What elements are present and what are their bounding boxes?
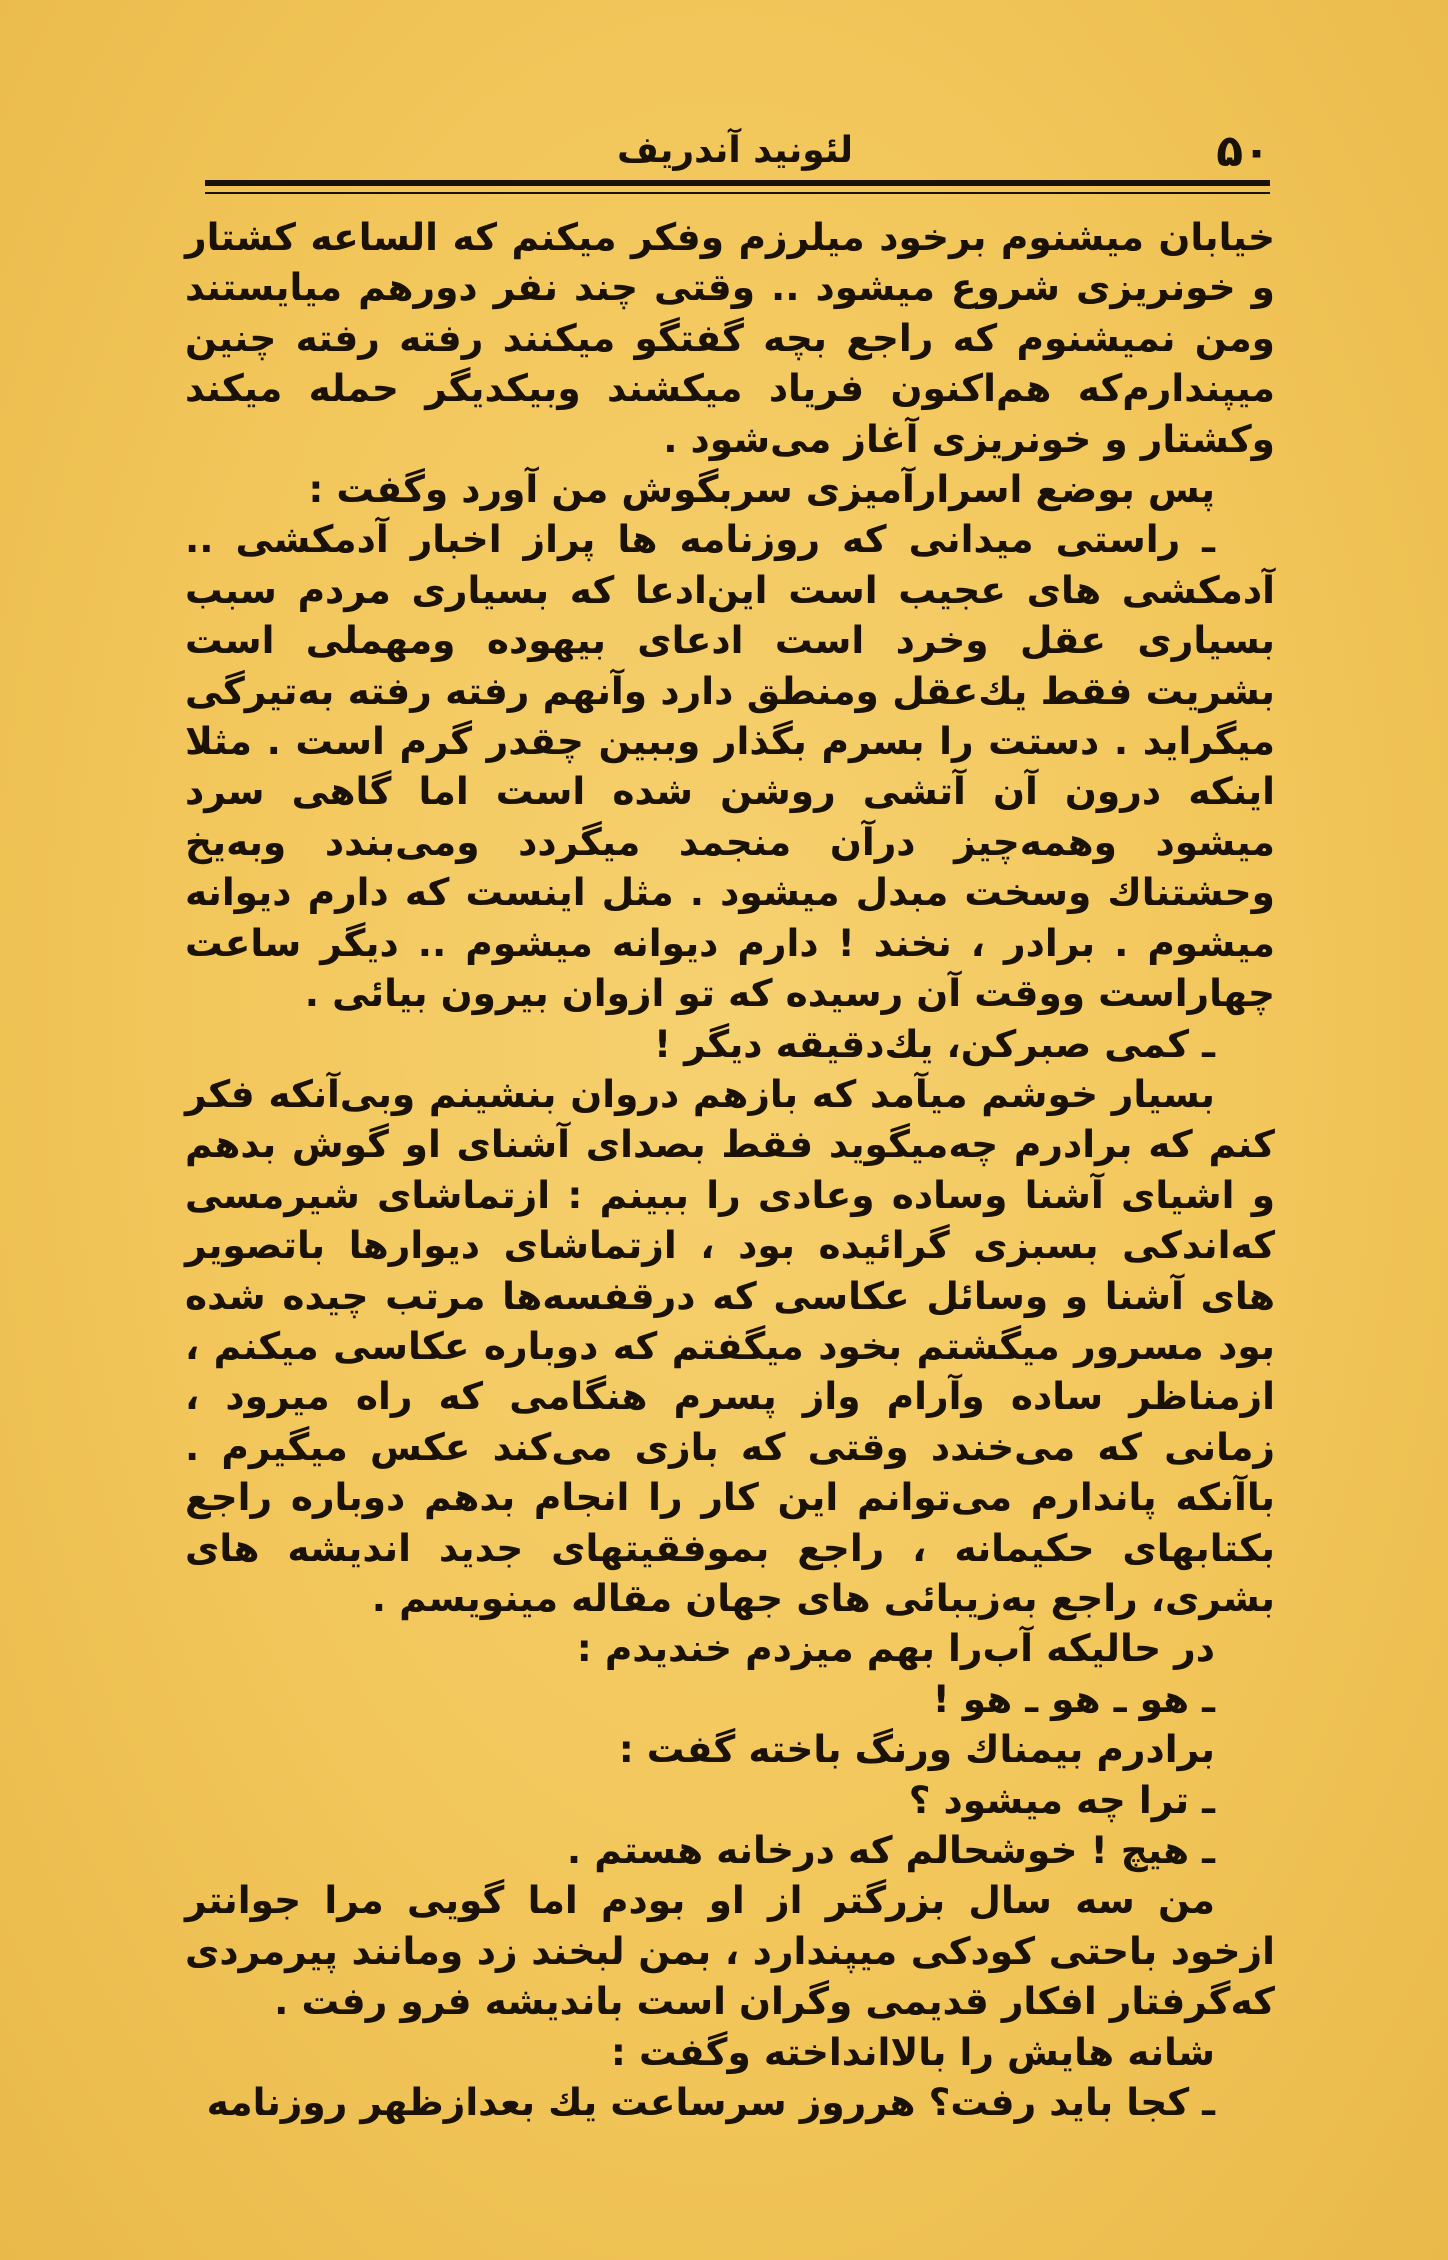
paragraph: من سه سال بزرگتر از او بودم اما گویی مرا جوانتر ازخود باحتی کودکی میپندارد ، بمن لبخند زد ومانند پیرمردی که‌گرفتار افکار قدیمی وگران است باندیشه فرو رفت . — [185, 1878, 1275, 2024]
paragraph: بسیار خوشم میآمد که بازهم دروان بنشینم وبی‌آنکه فکر کنم که برادرم چه‌میگوید فقط بصدای آشنای او گوش بدهم و اشیای آشنا وساده وعادی را ببینم : ازتماشای شیرمسی که‌اندکی بسبزی گرائیده بود ، ازتماشای دیوارها باتصویر های آشنا و وسائل عکاسی که درقفسه‌ها مرتب چیده شده بود مسرور میگشتم بخود میگفتم که دوباره عکاسی میکنم ، ازمناظر ساده وآرام واز پسرم هنگامی که راه میرود ، زمانی که می‌خندد وقتی که بازی می‌کند عکس میگیرم . باآنکه پاندارم می‌توانم این کار را انجام بدهم دوباره راجع بکتابهای حکیمانه ، راجع بموفقیتهای جدید اندیشه های بشری، راجع به‌زیبائی های جهان مقاله مینویسم . — [185, 1071, 1275, 1620]
paragraph: ـ هو ـ هو ـ هو ! — [932, 1676, 1215, 1721]
paragraph: پس بوضع اسرارآمیزی سربگوش من آورد وگفت : — [308, 467, 1215, 512]
paragraph: ـ ترا چه میشود ؟ — [908, 1777, 1215, 1822]
paragraph: برادرم بیمناك ورنگ باخته گفت : — [618, 1727, 1215, 1772]
header-rule-thin — [205, 192, 1270, 194]
paragraph: ـ کمی صبرکن، یك‌دقیقه دیگر ! — [653, 1021, 1215, 1066]
paragraph: ـ هیچ ! خوشحالم که درخانه هستم . — [566, 1828, 1215, 1872]
paragraph: ـ کجا باید رفت؟ هرروز سرساعت یك بعدازظهر روزنامه — [206, 2080, 1215, 2125]
page-number: ۵۰ — [1216, 126, 1270, 177]
paragraph: شانه هایش را بالاانداخته وگفت : — [610, 2029, 1215, 2074]
running-title: لئونید آندریف — [616, 130, 854, 171]
paragraph: ـ راستی میدانی که روزنامه ها پراز اخبار آدمکشی .. آدمکشی های عجیب است این‌ادعا که بسیاری مردم سبب بسیاری عقل وخرد است ادعای بیهوده ومهملی است بشریت فقط یك‌عقل ومنطق دارد وآنهم رفته رفته به‌تیرگی میگراید . دستت را بسرم بگذار وببین چقدر گرم است . مثلا اینکه درون آن آتشی روشن شده است اما گاهی سرد میشود وهمه‌چیز درآن منجمد میگردد ومی‌بندد وبه‌یخ وحشتناك وسخت مبدل میشود . مثل اینست که دارم دیوانه میشوم . برادر ، نخند ! دارم دیوانه میشوم .. دیگر ساعت چهاراست ووقت آن رسیده که تو ازوان بیرون بیائی . — [185, 517, 1275, 1016]
paragraph: خیابان میشنوم برخود میلرزم وفکر میکنم که الساعه کشتار و خونریزی شروع میشود .. وقتی چند نفر دورهم میایستند ومن نمیشنوم که راجع بچه گفتگو میکنند رفته رفته چنین میپندارم‌که هم‌اکنون فریاد میکشند وبیکدیگر حمله میکند وکشتار و خونریزی آغاز می‌شود . — [185, 215, 1275, 461]
body-text — [185, 212, 1275, 2127]
header-rule-thick — [205, 180, 1270, 186]
page-header — [200, 120, 1270, 180]
paragraph: در حالیکه آب‌را بهم میزدم خندیدم : — [576, 1626, 1215, 1671]
